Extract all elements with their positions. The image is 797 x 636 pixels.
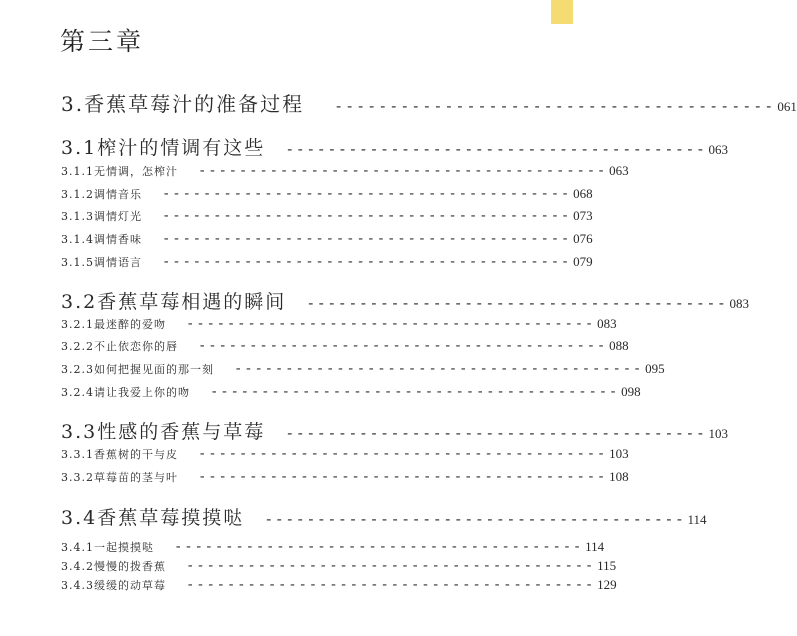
toc-entry — [61, 417, 728, 444]
toc-entry — [61, 88, 797, 117]
dot-leader: ---------------------------------------- — [186, 316, 596, 332]
dot-leader: ---------------------------------------- — [198, 338, 608, 354]
toc-entry — [61, 558, 617, 574]
toc-entry-page: 061 — [777, 99, 797, 114]
toc-entry-title: 3.2.2不止依恋你的唇 — [61, 340, 178, 353]
toc-entry-title: 3.3.2草莓苗的茎与叶 — [61, 471, 178, 484]
toc-entry-title: 3.2香蕉草莓相遇的瞬间 — [61, 291, 287, 313]
toc-entry — [61, 469, 629, 485]
toc-entry-page: 103 — [708, 426, 728, 441]
toc-entry-title: 3.2.1最迷醉的爱吻 — [61, 318, 166, 331]
toc-entry — [61, 338, 629, 354]
toc-entry-title: 3.4香蕉草莓摸摸哒 — [61, 507, 245, 529]
toc-entry-title: 3.1.2调情音乐 — [61, 188, 142, 201]
toc-entry — [61, 231, 593, 247]
toc-entry-title: 3.2.4请让我爱上你的吻 — [61, 386, 190, 399]
toc-entry — [61, 316, 617, 332]
dot-leader: ---------------------------------------- — [210, 384, 620, 400]
toc-entry-title: 3.4.1一起摸摸哒 — [61, 541, 154, 554]
dot-leader: ---------------------------------------- — [174, 539, 584, 555]
toc-entry-page: 114 — [687, 512, 707, 527]
dot-leader: ---------------------------------------- — [285, 424, 707, 442]
toc-entry-title: 3.1.1无情调，怎榨汁 — [61, 165, 178, 178]
dot-leader: ---------------------------------------- — [234, 361, 644, 377]
toc-entry — [61, 163, 629, 179]
page-corner-tab — [551, 0, 573, 24]
dot-leader: ---------------------------------------- — [198, 446, 608, 462]
dot-leader: ---------------------------------------- — [162, 231, 572, 247]
dot-leader: ---------------------------------------- — [186, 577, 596, 593]
toc-entry-page: 063 — [609, 163, 629, 178]
toc-entry-title: 3.4.3缓缓的动草莓 — [61, 579, 166, 592]
dot-leader: ---------------------------------------- — [334, 97, 776, 115]
dot-leader: ---------------------------------------- — [285, 140, 707, 158]
dot-leader: ---------------------------------------- — [186, 558, 596, 574]
toc-entry — [61, 577, 617, 593]
toc-entry-page: 073 — [573, 208, 593, 223]
toc-entry-page: 114 — [585, 539, 605, 554]
toc-entry-title: 3.3性感的香蕉与草莓 — [61, 421, 266, 443]
toc-entry-page: 115 — [597, 558, 617, 573]
toc-entry — [61, 186, 593, 202]
toc-entry — [61, 133, 728, 160]
dot-leader: ---------------------------------------- — [162, 254, 572, 270]
toc-entry-page: 088 — [609, 338, 629, 353]
dot-leader: ---------------------------------------- — [306, 294, 728, 312]
toc-entry-page: 076 — [573, 231, 593, 246]
dot-leader: ---------------------------------------- — [162, 208, 572, 224]
toc-entry — [61, 254, 593, 270]
toc-entry-page: 083 — [597, 316, 617, 331]
dot-leader: ---------------------------------------- — [198, 469, 608, 485]
toc-entry — [61, 287, 749, 314]
toc-entry-title: 3.1.3调情灯光 — [61, 210, 142, 223]
toc-entry-title: 3.4.2慢慢的拨香蕉 — [61, 560, 166, 573]
toc-entry — [61, 446, 629, 462]
toc-entry-title: 3.香蕉草莓汁的准备过程 — [61, 92, 305, 116]
dot-leader: ---------------------------------------- — [162, 186, 572, 202]
toc-entry-page: 083 — [729, 296, 749, 311]
toc-entry — [61, 503, 707, 530]
toc-entry-page: 098 — [621, 384, 641, 399]
toc-entry — [61, 208, 593, 224]
toc-entry-title: 3.1榨汁的情调有这些 — [61, 137, 266, 159]
toc-entry-page: 129 — [597, 577, 617, 592]
toc-entry-page: 079 — [573, 254, 593, 269]
toc-entry — [61, 361, 665, 377]
toc-entry-page: 103 — [609, 446, 629, 461]
toc-entry-title: 3.2.3如何把握见面的那一刻 — [61, 363, 214, 376]
toc-entry-title: 3.1.5调情语言 — [61, 256, 142, 269]
toc-entry — [61, 539, 605, 555]
dot-leader: ---------------------------------------- — [198, 163, 608, 179]
toc-entry-page: 095 — [645, 361, 665, 376]
toc-entry-page: 063 — [708, 142, 728, 157]
dot-leader: ---------------------------------------- — [264, 510, 686, 528]
chapter-title: 第三章 — [60, 27, 145, 56]
toc-entry — [61, 384, 641, 400]
toc-entry-page: 068 — [573, 186, 593, 201]
toc-entry-page: 108 — [609, 469, 629, 484]
toc-entry-title: 3.1.4调情香味 — [61, 233, 142, 246]
toc-entry-title: 3.3.1香蕉树的干与皮 — [61, 448, 178, 461]
